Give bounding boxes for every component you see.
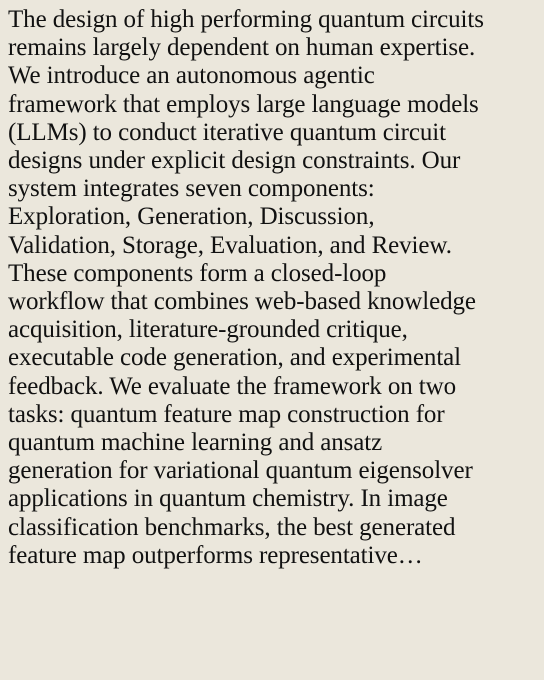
text-line: Validation, Storage, Evaluation, and Review. [8,231,452,259]
text-line: quantum machine learning and ansatz [8,429,383,457]
text-line: Exploration, Generation, Discussion, [8,203,375,231]
text-line: workflow that combines web-based knowledge [8,288,476,316]
text-line: tasks: quantum feature map construction for [8,400,445,428]
text-line: system integrates seven components: [8,175,375,203]
text-line: executable code generation, and experimental [8,344,462,372]
text-line: feedback. We evaluate the framework on two [8,372,456,400]
text-line: classification benchmarks, the best generated [8,513,456,541]
text-line: applications in quantum chemistry. In image [8,485,448,513]
text-line: remains largely dependent on human expertise. [8,34,476,62]
text-line: acquisition, literature-grounded critique, [8,316,408,344]
text-line: (LLMs) to conduct iterative quantum circuit [8,118,446,146]
text-line: generation for variational quantum eigensolver [8,457,473,485]
text-line: The design of high performing quantum circuits [8,6,484,33]
text-line: These components form a closed-loop [8,259,387,287]
text-line: We introduce an autonomous agentic [8,62,375,90]
text-line: feature map outperforms representative… [8,541,423,569]
text-line: designs under explicit design constraints. Our [8,147,461,175]
abstract-paragraph [8,6,536,570]
text-line: framework that employs large language models [8,90,479,118]
